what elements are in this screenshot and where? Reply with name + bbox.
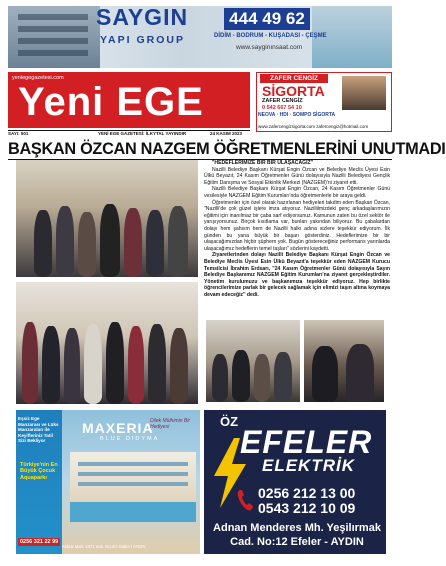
efeler-address-line-2: Cad. No:12 Efeler - AYDIN (230, 536, 364, 548)
main-headline[interactable]: BAŞKAN ÖZCAN NAZGEM ÖĞRETMENLERİNİ UNUTMADI (8, 140, 446, 158)
efeler-address-line-1: Adnan Menderes Mh. Yeşilırmak (213, 522, 381, 534)
article-paragraph: Ziyaretlerinden dolayı Nazilli Belediye Başkanı Kürşat Engin Özcan ve Belediye Meclis Üyesi Esin Ülkü Beyazıt'a teşekkür eden NAZGEM Kurucu Temsilcisi İbrahim Erdsarı, "24 Kasım Öğretmenler Günü dolayısıyla Sayın Belediye Başkanımız NAZGEM Eğitim Kurumları'na ziyaret gerçekleştirdiler. Yönetim kurulumuzu ve başkanımıza teşekkür ediyoruz. Hep birlikte öğrencilerimize parlak bir gelecek sağlamak için elimizi taşın altına koymaya devam edeceğiz" dedi. (204, 252, 390, 298)
meeting-photo[interactable] (206, 320, 300, 402)
zafer-ad-product: SİGORTA (262, 83, 325, 99)
saygin-phone: 444 49 62 (224, 8, 310, 30)
hotel-image (70, 452, 196, 522)
issue-date: 24 KASIM 2023 (210, 131, 243, 136)
maxeria-aquapark-text: Türkiye'nin En Büyük Çocuk Aquaparkı (20, 462, 58, 481)
article-body (204, 160, 390, 298)
gift-presentation-photo[interactable] (304, 320, 384, 402)
saygin-website[interactable]: www.sayginınsaat.com (236, 44, 303, 51)
group-photo-top[interactable] (16, 160, 198, 277)
group-photo-bottom[interactable] (16, 282, 198, 404)
zafer-ad-person: ZAFER CENGİZ (262, 98, 303, 104)
newspaper-title: Yeni EGE (18, 80, 204, 124)
article-paragraph: Nazilli Belediye Başkanı Kürşat Engin Özcan, 24 Kasım Öğretmenler Günü vesilesiyle NAZGEM Eğitim Kurumları'nda öğretmenlerle bir araya geldi. (204, 186, 390, 199)
efeler-prefix: ÖZ (220, 414, 239, 429)
building-image (8, 6, 100, 68)
publisher-line: YENİ EGE GAZETESİ: İLKYTAL YAYINDIR (98, 131, 187, 136)
article-paragraph: Öğretmenler için özel olarak hazırlanan hediyeleri takdim eden Başkan Özcan, "Nazilli'de çok güzel işlere imza atıyoruz. Nazillilmizdeki genç arkadaşlarımızın eğitimi için inanılmaz bir çaba sarf ediyorsunuz. Kamunun zaten bu özel sektör ile yarışıyorsunuz. Birçok kısıtlama var, bunları yakından biliyoruz. Bu çabalardan dolayı hem şahsım hem de Nazilli halkı adına sizlere teşekkür ediyorum. İlk günden bu yana büyük bir başarı gösterdiniz. Hedeflerimize bir bir ulaşacağımızdan hiçbir şüphem yok. Bugün göstereceğiniz performans yarınlarda ulaşacağımız hedeflerin temel taşları" sözlerini kaydetti. (204, 199, 390, 252)
maxeria-address: Akbük Mah. 1071 Sok. No:3/A Didim / AYDIN (62, 544, 146, 549)
maxeria-badge: Dilek Mülhimin Bir Hediyesi (150, 418, 191, 430)
maxeria-subtitle: BLUE DIDYMA (100, 436, 160, 442)
maxeria-side-text: Eşsiz Ege Manzarası ve Lüks Manzaraları ile Keyifleriniz Tatil Sizi Bekliyor (18, 416, 59, 444)
efeler-subtitle: ELEKTRİK (262, 456, 355, 475)
article-lead: "HEDEFLERİMİZE BİR BİR ULAŞACAĞIZ" (212, 160, 314, 166)
phone-icon (236, 488, 254, 512)
efeler-name: EFELER (240, 424, 373, 460)
article-paragraph: Nazilli Belediye Başkanı Kürşat Engin Özcan ve Belediye Meclis Üyesi Esin Ülkü Beyazıt, 24 Kasım Öğretmenler Günü dolayısıyla Nazilli Belediyesi Gençlik Eğitim Danışma ve Sosyal Etkinlik Merkezi (NAZGEM)'ni ziyaret etti. (204, 166, 390, 186)
saygin-cities: DİDİM - BODRUM - KUŞADASI - ÇEŞME (214, 33, 327, 39)
saygin-subtitle: YAPI GROUP (100, 34, 185, 46)
efeler-phone-2: 0543 212 10 09 (258, 500, 356, 516)
efeler-phone-1: 0256 212 13 00 (258, 485, 356, 501)
masthead-url[interactable]: yeniegegazetesi.com (12, 75, 64, 81)
maxeria-phone: 0256 321 22 99 (20, 539, 59, 545)
saygin-logo: SAYGIN (96, 4, 189, 30)
zafer-ad-name: ZAFER CENGİZ (260, 74, 328, 83)
zafer-portrait-image (342, 76, 386, 110)
zafer-ad-partners: NEOVA · HDI · SOMPO SİGORTA (258, 112, 336, 118)
issue-number: SAYI: 501 (8, 131, 29, 136)
maxeria-logo: MAXERIA (82, 420, 154, 436)
zafer-ad-phone: 0 542 667 54 10 (262, 105, 302, 111)
zafer-ad-website[interactable]: www.zafercengizsigorta.com zafercengiz@hotmail.com (258, 124, 369, 129)
